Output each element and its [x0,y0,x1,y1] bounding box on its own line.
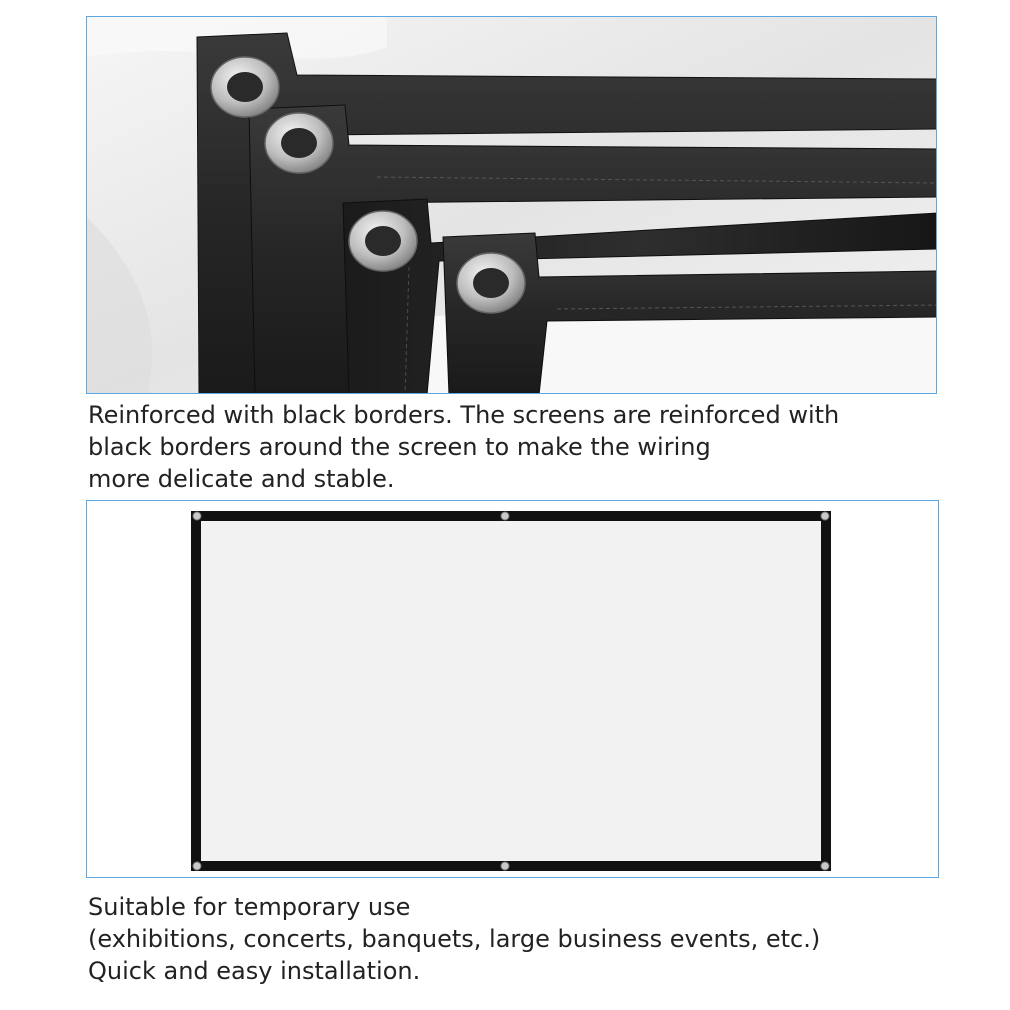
caption-line: black borders around the screen to make the wiring [88,433,711,461]
caption-usage [88,891,820,987]
projection-screen-illustration [87,501,939,878]
grommet-icon [821,512,829,520]
caption-line: (exhibitions, concerts, banquets, large business events, etc.) [88,925,821,953]
caption-line: Reinforced with black borders. The screens are reinforced with [88,401,840,429]
grommet-icon [457,253,525,313]
caption-black-borders [88,399,839,495]
grommet-icon [193,512,201,520]
grommet-icon [501,512,509,520]
caption-line: more delicate and stable. [88,465,395,493]
projection-screen-panel [86,500,939,878]
grommet-icon [211,57,279,117]
grommet-icon [821,862,829,870]
grommet-icon [265,113,333,173]
border-closeup-illustration [87,17,937,394]
caption-line: Quick and easy installation. [88,957,421,985]
grommet-icon [193,862,201,870]
grommet-icon [349,211,417,271]
screen-surface [201,521,821,861]
photo-black-borders-grommets [86,16,937,394]
grommet-icon [501,862,509,870]
caption-line: Suitable for temporary use [88,893,411,921]
